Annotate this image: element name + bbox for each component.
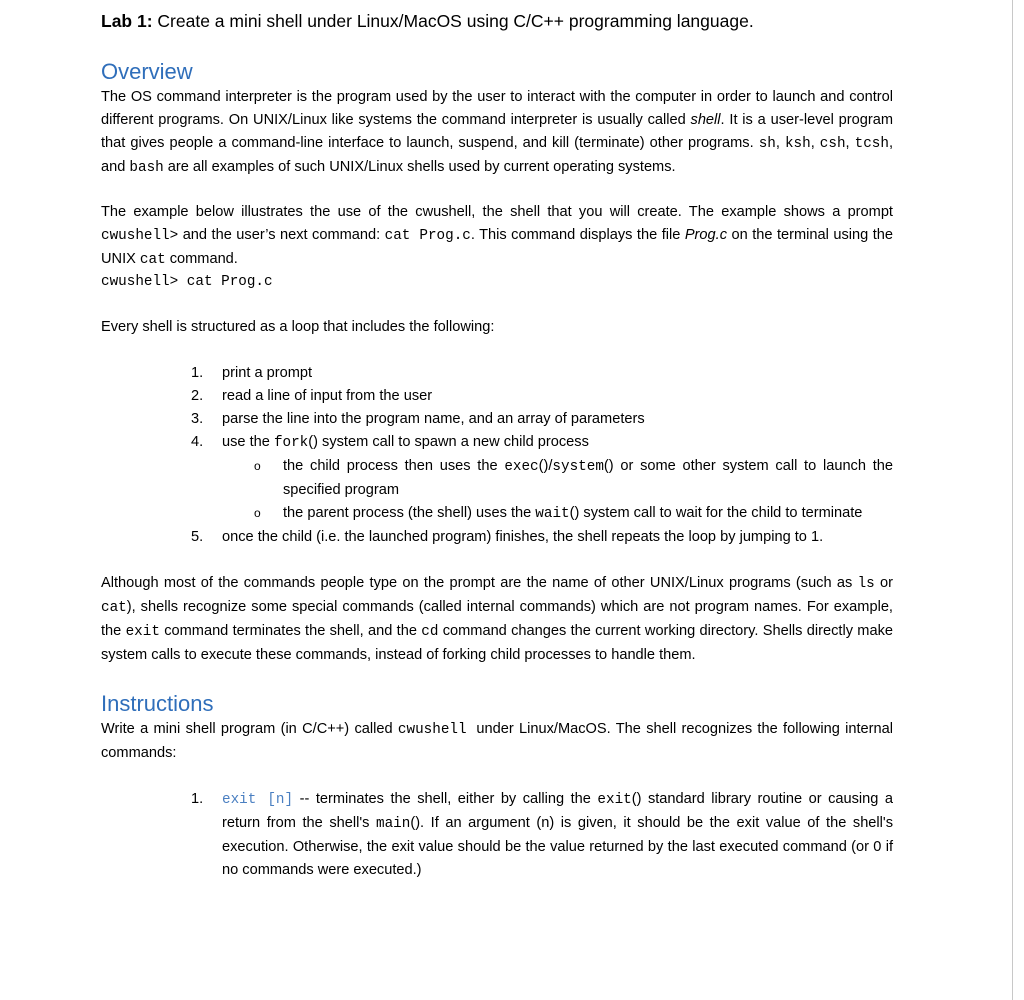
text: Although most of the commands people type on the prompt are the name of other UNIX/Linux programs (such as [101,575,858,591]
code-text: ls [857,576,875,592]
list-item [101,385,893,408]
list-number: 1. [191,365,204,381]
text: under Linux/MacOS. The shell recognizes the following internal commands: [101,721,893,761]
instructions-paragraph [101,718,893,765]
text: , [810,135,820,151]
text: The example below illustrates the use of the cwushell, the shell that you will create. The example shows a prompt [101,204,893,220]
code-text: exit [597,792,632,808]
text: are all examples of such UNIX/Linux shells used by current operating systems. [163,159,676,175]
code-text: fork [273,435,309,451]
list-number: 1. [191,791,204,807]
text: the child process then uses the [283,458,505,474]
code-text: main [376,816,411,832]
text: ), shells recognize some special commands (called internal commands) which are not program names. For example, the [101,599,893,639]
text: use the [222,434,274,450]
code-text: cd [421,624,439,640]
italic-text: Prog.c [684,227,728,243]
example-paragraph [101,201,893,272]
code-text: cwushell> [101,228,179,244]
list-item [101,362,893,385]
text: read a line of input from the user [222,388,433,404]
text: on the terminal using the UNIX [101,227,893,267]
page-edge [1012,0,1013,1000]
text: and the user’s next command: [178,227,385,243]
text: the parent process (the shell) uses the [283,505,536,521]
code-text: cwushell [397,722,477,738]
text: command. [165,251,238,267]
code-text: cat [101,600,127,616]
code-text: system [552,459,604,475]
list-item [101,408,893,431]
text: , [775,135,785,151]
code-text: ksh [784,136,811,152]
code-text: exit [125,624,160,640]
text: or [874,575,894,591]
text: () or some other system call to launch the specified program [283,458,893,498]
text: , and [101,135,894,175]
command-syntax: exit [n] [222,792,294,808]
list-number: 4. [191,434,204,450]
list-item [101,526,893,549]
text: -- terminates the shell, either by calling the [293,791,598,807]
code-text: wait [535,506,570,522]
example-code [101,270,893,294]
code-text: exec [504,459,539,475]
text: Write a mini shell program (in C/C++) called [101,721,398,737]
code-text: cat [139,252,166,268]
sub-list-item [222,455,893,502]
list-number: 5. [191,529,204,545]
text: command changes the current working directory. Shells directly make system calls to execute these commands, instead of forking child processes to handle them. [101,623,893,663]
text: , [845,135,855,151]
text: Every shell is structured as a loop that includes the following: [101,319,495,335]
text: . It is a user-level program that gives people a command-line interface to launch, suspend, and kill (terminate) other programs. [101,112,893,151]
list-item [101,431,893,526]
text: . This command displays the file [470,227,685,243]
text: command terminates the shell, and the [159,623,422,639]
text: () system call to wait for the child to terminate [569,505,863,521]
text: The OS command interpreter is the program used by the user to interact with the computer in order to launch and control different programs. On UNIX/Linux like systems the command interpreter is usually called [101,89,893,128]
code-text: cat Prog.c [384,228,471,244]
loop-steps-list [101,362,893,549]
document-title: Lab 1: Create a mini shell under Linux/MacOS using C/C++ programming language. [101,11,754,31]
bullet-icon: o [254,459,261,473]
overview-paragraph [101,86,893,180]
text: (). If an argument (n) is given, it should be the exit value of the shell's execution. Otherwise, the exit value should be the value returned by the last executed command (or 0 if no commands were executed.) [222,815,893,878]
list-item [101,788,893,882]
bullet-icon: o [254,506,261,520]
loop-intro [101,316,893,339]
text: ()/ [538,458,553,474]
commands-list [101,788,893,882]
text: once the child (i.e. the launched program) finishes, the shell repeats the loop by jumping to 1. [222,529,824,545]
code-text: csh [819,136,846,152]
document-page [101,6,893,882]
code-text: cwushell> cat Prog.c [101,274,273,290]
sub-list [222,455,893,526]
code-text: sh [758,136,776,152]
sub-list-item [222,502,893,526]
text: () standard library routine or causing a return from the shell's [222,791,894,831]
internal-commands-paragraph [101,572,893,667]
list-number: 3. [191,411,204,427]
code-text: bash [129,160,164,176]
text: () system call to spawn a new child process [308,434,589,450]
overview-heading: Overview [101,59,193,84]
text: parse the line into the program name, and an array of parameters [222,411,645,427]
code-text: tcsh [854,136,889,152]
italic-text: shell [690,112,721,128]
instructions-heading: Instructions [101,691,214,716]
list-number: 2. [191,388,204,404]
text: print a prompt [222,365,313,381]
